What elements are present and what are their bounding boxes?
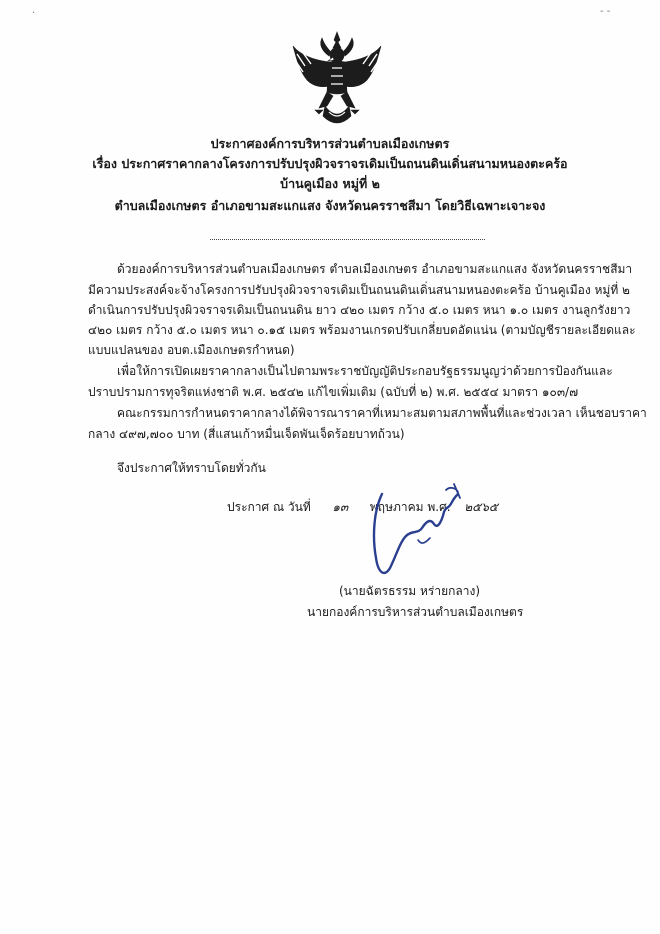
garuda-emblem-icon: [289, 30, 385, 130]
divider: [210, 239, 485, 240]
signatory-name: (นายฉัตรธรรม หร่ายกลาง): [339, 584, 481, 598]
paragraph-1-line-4: ๔๒๐ เมตร กว้าง ๕.๐ เมตร หนา ๐.๑๕ เมตร พร้อมงานเกรดปรับเกลี่ยบดอัดแน่น (ตามบัญชีรายละเอียดและ: [88, 323, 636, 337]
paragraph-3-line-2: กลาง ๔๙๗,๗๐๐ บาท (สี่แสนเก้าหมื่นเจ็ดพันเจ็ดร้อยบาทถ้วน): [88, 427, 405, 441]
scan-mark: ·: [32, 8, 36, 19]
paragraph-1-line-3: ดำเนินการปรับปรุงผิวจราจรเดิมเป็นถนนดิน ยาว ๔๒๐ เมตร กว้าง ๕.๐ เมตร หนา ๑.๐ เมตร งานลูกรังยาว: [88, 303, 631, 317]
date-month: พฤษภาคม พ.ศ.: [369, 500, 451, 514]
handwritten-signature: [360, 480, 480, 590]
heading-location: ตำบลเมืองเกษตร อำเภอขามสะแกแสง จังหวัดนครราชสีมา โดยวิธีเฉพาะเจาะจง: [114, 198, 546, 213]
paragraph-2-line-2: ปราบปรามการทุจริตแห่งชาติ พ.ศ. ๒๕๔๒ แก้ไขเพิ่มเติม (ฉบับที่ ๒) พ.ศ. ๒๕๕๔ มาตรา ๑๐๓/๗: [88, 385, 579, 399]
paragraph-1-line-1: ด้วยองค์การบริหารส่วนตำบลเมืองเกษตร ตำบลเมืองเกษตร อำเภอขามสะแกแสง จังหวัดนครราชสีมา: [117, 262, 633, 276]
paragraph-1-line-5: แบบแปลนของ อบต.เมืองเกษตรกำหนด): [88, 343, 295, 357]
scan-mark: - -: [600, 6, 611, 17]
date-year: ๒๕๖๕: [464, 500, 498, 514]
date-prefix: ประกาศ ณ วันที่: [227, 500, 311, 514]
heading-subject: เรื่อง ประกาศราคากลางโครงการปรับปรุงผิวจราจรเดิมเป็นถนนดินเดิ่นสนามหนองตะคร้อ: [92, 156, 568, 171]
heading-announcement: ประกาศองค์การบริหารส่วนตำบลเมืองเกษตร: [210, 136, 450, 151]
paragraph-3-line-1: คณะกรรมการกำหนดราคากลางได้พิจารณาราคาที่เหมาะสมตามสภาพพื้นที่และช่วงเวลา เห็นชอบราคา: [117, 406, 647, 420]
signatory-position: นายกองค์การบริหารส่วนตำบลเมืองเกษตร: [307, 605, 524, 619]
paragraph-2-line-1: เพื่อให้การเปิดเผยราคากลางเป็นไปตามพระราชบัญญัติประกอบรัฐธรรมนูญว่าด้วยการป้องกันและ: [117, 364, 613, 378]
paragraph-1-line-2: มีความประสงค์จะจ้างโครงการปรับปรุงผิวจราจรเดิมเป็นถนนดินเดิ่นสนามหนองตะคร้อ บ้านคูเมือง หมู่ที่ ๒: [88, 283, 630, 297]
date-day: ๑๓: [332, 500, 349, 514]
heading-village: บ้านคูเมือง หมู่ที่ ๒: [280, 176, 380, 191]
closing-statement: จึงประกาศให้ทราบโดยทั่วกัน: [117, 461, 266, 475]
